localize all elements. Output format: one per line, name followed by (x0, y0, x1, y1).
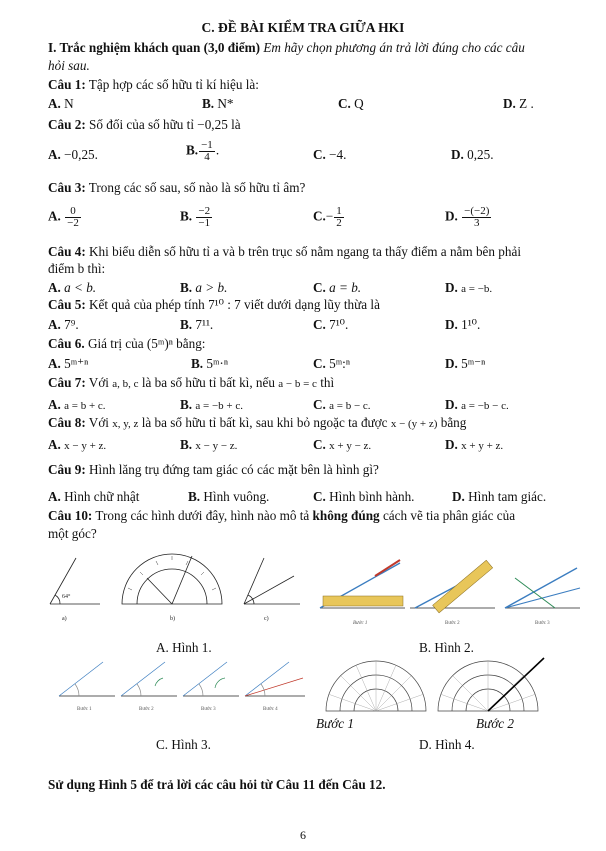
q6-option-b[interactable]: B. 5ᵐ·ⁿ (191, 356, 228, 371)
q5-option-a[interactable]: A. 7⁹. (48, 317, 79, 332)
pencil (375, 560, 400, 576)
q7-option-d[interactable]: D. a = −b − c. (445, 397, 509, 412)
question-label: Câu 7: (48, 375, 86, 390)
q3-option-c[interactable]: C.− $\frac{1}{2}$ (313, 205, 342, 229)
q1-options (48, 95, 568, 113)
q4-option-d[interactable]: D. a = −b. (445, 280, 493, 295)
figure-1c-angle (244, 558, 300, 604)
step-1-label: Bước 1 (353, 621, 368, 626)
step-2-label: Bước 2 (445, 621, 460, 626)
q3-options (48, 206, 568, 234)
q4-options (48, 279, 568, 297)
figure-3-steps (59, 662, 305, 696)
q1-option-c[interactable]: C. Q (338, 96, 364, 111)
question-1 (48, 77, 259, 93)
q1-option-b[interactable]: B. N* (202, 96, 234, 111)
figure-1a-angle (50, 558, 100, 604)
question-label: Câu 2: (48, 117, 86, 132)
figure-1b-protractor (122, 554, 222, 604)
figure-4-caption[interactable]: D. Hình 4. (419, 737, 475, 752)
figure-4-ticks-2 (440, 661, 536, 711)
question-4-cont: điểm b thì: (48, 261, 106, 276)
figure-2-step-3 (505, 568, 580, 626)
figure-3 (55, 656, 310, 712)
sub-label-b: b) (170, 616, 175, 622)
section-heading (48, 40, 525, 56)
question-2 (48, 117, 241, 133)
q9-options (48, 488, 568, 506)
question-text: Số đối của số hữu tỉ −0,25 là (89, 117, 241, 132)
figure-3-step-4 (245, 662, 305, 696)
q6-options (48, 355, 568, 373)
angle-label: 64° (62, 594, 71, 600)
figure-1 (42, 548, 307, 622)
question-text: Trong các số sau, số nào là số hữu tỉ âm? (88, 180, 306, 195)
q7-option-c[interactable]: C. a = b − c. (313, 397, 371, 412)
ruler (433, 560, 493, 613)
section-instruction: Em hãy chọn phương án trả lời đúng cho các câu (263, 40, 525, 55)
figure-3-caption[interactable]: C. Hình 3. (156, 737, 211, 752)
question-text: Khi biểu diễn số hữu tỉ a và b trên trục số nằm ngang ta thấy điểm a nằm bên phải (89, 244, 521, 259)
q1-option-d[interactable]: D. Z . (503, 96, 534, 111)
question-4 (48, 244, 521, 260)
question-3 (48, 180, 305, 196)
question-label: Câu 6. (48, 336, 85, 351)
step-label: Bước 4 (263, 707, 278, 712)
figure-3-step-3 (183, 662, 239, 696)
question-label: Câu 5: (48, 297, 86, 312)
question-label: Câu 8: (48, 415, 86, 430)
step-label: Bước 2 (139, 707, 154, 712)
q7-option-a[interactable]: A. a = b + c. (48, 397, 106, 412)
figure-1-caption[interactable]: A. Hình 1. (156, 640, 212, 655)
figure-3-step-1 (59, 662, 115, 696)
page-number: 6 (300, 828, 306, 842)
protractor-ticks (128, 556, 216, 590)
q7-option-b[interactable]: B. a = −b + c. (180, 397, 244, 412)
question-6 (48, 336, 205, 352)
figure-3-step-2 (121, 662, 177, 696)
question-7: Câu 7: Với a, b, c là ba số hữu tỉ bất kì, nếu a − b = c thì (48, 375, 335, 390)
q3-option-a[interactable]: A. $\frac{0}{-2}$ (48, 205, 79, 229)
q9-option-d[interactable]: D. Hình tam giác. (452, 489, 547, 504)
figure-2-step-2 (410, 560, 495, 626)
q3-option-b[interactable]: B. $\frac{-2}{-1}$ (180, 205, 211, 229)
q5-option-b[interactable]: B. 7¹¹. (180, 317, 214, 332)
q9-option-a[interactable]: A. Hình chữ nhật (48, 489, 140, 504)
q5-options (48, 316, 568, 334)
bisector-line (488, 658, 544, 711)
sub-label-a: a) (62, 616, 67, 622)
q8-options (48, 436, 568, 454)
q2-option-c[interactable]: C. −4. (313, 147, 347, 162)
step-3-label: Bước 3 (535, 621, 550, 626)
question-10: Câu 10: Trong các hình dưới đây, hình nào mô tả không đúng cách vẽ tia phân giác của (48, 508, 516, 523)
question-text: Hình lăng trụ đứng tam giác có các mặt bên là hình gì? (89, 462, 379, 477)
question-label: Câu 9: (48, 462, 86, 477)
question-text: Giá trị của (5ᵐ)ⁿ bằng: (87, 336, 206, 351)
q6-option-d[interactable]: D. 5ᵐ⁻ⁿ (445, 356, 486, 371)
q9-option-c[interactable]: C. Hình bình hành. (313, 489, 415, 504)
q3-option-d[interactable]: D. $\frac{-(-2)}{3}$ (445, 205, 490, 229)
q2-option-a[interactable]: A. −0,25. (48, 147, 98, 162)
q9-option-b[interactable]: B. Hình vuông. (188, 489, 270, 504)
question-5: Câu 5: Kết quả của phép tính 7¹⁰ : 7 viết dưới dạng lũy thừa là (48, 297, 380, 312)
q6-option-c[interactable]: C. 5ᵐ:ⁿ (313, 356, 350, 371)
q6-option-a[interactable]: A. 5ᵐ⁺ⁿ (48, 356, 89, 371)
q8-option-d[interactable]: D. x + y + z. (445, 437, 504, 452)
q5-option-d[interactable]: D. 1¹⁰. (445, 317, 481, 332)
q7-options (48, 396, 568, 414)
figure-4 (320, 656, 550, 716)
figure-4-step-2-label: Bước 2 (476, 716, 515, 731)
question-9 (48, 462, 379, 478)
q1-option-a[interactable]: A. N (48, 96, 74, 111)
question-8: Câu 8: Với x, y, z là ba số hữu tỉ bất kì, sau khi bỏ ngoặc ta được x − (y + z) bằng (48, 415, 467, 430)
question-label: Câu 1: (48, 77, 86, 92)
section-instruction-cont: hỏi sau. (48, 58, 90, 73)
q8-option-b[interactable]: B. x − y − z. (180, 437, 238, 452)
question-text: Tập hợp các số hữu tỉ kí hiệu là: (88, 77, 259, 92)
figure-4-step-1-label: Bước 1 (316, 716, 355, 731)
ruler (323, 596, 403, 606)
question-10-cont: một góc? (48, 526, 97, 541)
q8-option-c[interactable]: C. x + y − z. (313, 437, 372, 452)
step-label: Bước 1 (77, 707, 92, 712)
q4-option-c[interactable]: C. a = b. (313, 280, 362, 295)
q5-option-c[interactable]: C. 7¹⁰. (313, 317, 349, 332)
q2-option-d[interactable]: D. 0,25. (451, 147, 494, 162)
sub-label-c: c) (264, 616, 269, 622)
step-label: Bước 3 (201, 707, 216, 712)
q2-option-b[interactable]: B. $\frac{-1}{4}$ . (186, 139, 220, 163)
question-label: Câu 3: (48, 180, 86, 195)
q2-options (48, 139, 568, 172)
figure-2 (315, 548, 585, 628)
page-title: C. ĐỀ BÀI KIỂM TRA GIỮA HKI (201, 20, 405, 35)
footer-instruction: Sử dụng Hình 5 để trả lời các câu hỏi từ Câu 11 đến Câu 12. (48, 777, 386, 792)
figure-2-step-1 (320, 560, 405, 626)
q8-option-a[interactable]: A. x − y + z. (48, 437, 107, 452)
figure-4-ticks-1 (328, 661, 424, 711)
q4-option-b[interactable]: B. a > b. (180, 280, 228, 295)
question-label: Câu 10: (48, 508, 93, 523)
section-title: I. Trắc nghiệm khách quan (3,0 điểm) (48, 40, 261, 55)
figure-2-caption[interactable]: B. Hình 2. (419, 640, 474, 655)
q4-option-a[interactable]: A. a < b. (48, 280, 97, 295)
question-label: Câu 4: (48, 244, 86, 259)
